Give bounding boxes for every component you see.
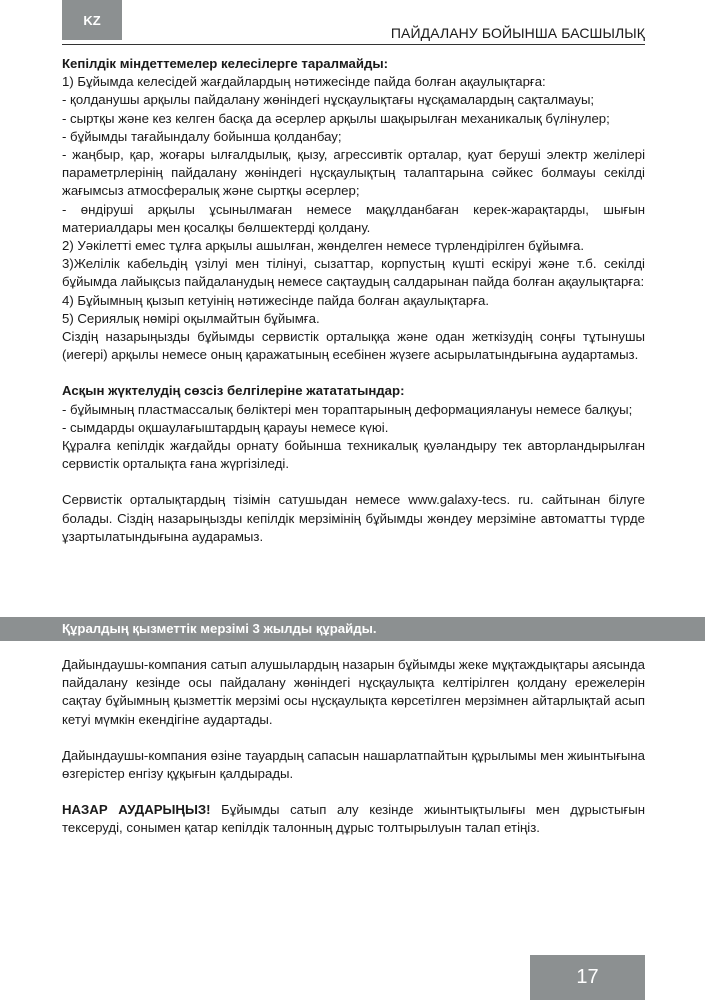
overload-item: - бұйымның пластмассалық бөліктері мен тораптарының деформациялануы немесе балқуы; — [62, 401, 633, 417]
warranty-item: - бұйымды тағайындалу бойынша қолданбау; — [62, 128, 342, 144]
warranty-item: - өндіруші арқылы ұсынылмаған немесе мақұлданбаған керек-жарақтарды, шығын материалдары мен қосалқы бөлшектерді қолдану. — [62, 201, 645, 235]
warranty-exclusions-heading: Кепілдік міндеттемелер келесілерге таралмайды: — [62, 56, 389, 71]
warranty-item: - жаңбыр, қар, жоғары ылғалдылық, қызу, агрессивтік орталар, қуат беруші электр желілері параметрлерінің пайдалану жөніндегі нұсқаулықтың талаптарына сәйкес болмауы секілді жағымсыз атмосфералық және сыртқы әсерлер; — [62, 147, 645, 199]
modifications-paragraph: Дайындаушы-компания өзіне тауардың сапасын нашарлатпайтын құрылымы мен жиынтығына өзгерістер енгізу құқығын қалдырады. — [62, 747, 645, 782]
language-tab: KZ — [62, 0, 122, 40]
page-content — [62, 55, 645, 546]
overload-signs-heading: Асқын жүктелудің сөзсіз белгілеріне жатататындар: — [62, 383, 405, 399]
overload-note: Құралға кепілдік жағдайды орнату бойынша техникалық қуәландыру тек авторландырылған сервистік орталықта ғана жүргізіледі. — [62, 438, 645, 472]
warranty-item: 4) Бұйымның қызып кетуінің нәтижесінде пайда болған ақаулықтарға. — [62, 292, 490, 308]
page-number: 17 — [530, 955, 645, 1000]
warranty-item: 3)Желілік кабельдің үзілуі мен тілінуі, сызаттар, корпустың күшті ескіруі және т.б. секілді бұйымда лайықсыз пайдаланудың немесе сақтаудың салдарынан пайда болған ақаулықтарға: — [62, 256, 645, 290]
warranty-note: Сіздің назарыңызды бұйымды сервистік орталыққа және одан жеткізудің соңғы тұтынушы (иегері) арқылы немесе оның қаражатының есебінен жүзеге асырылатындығына аудартамыз. — [62, 329, 645, 363]
warranty-item: 1) Бұйымда келесідей жағдайлардың нәтижесінде пайда болған ақаулықтарға: — [62, 74, 546, 90]
attention-text: Бұйымды сатып алу кезінде жиынтықтылығы мен дұрыстығын тексеруді, сонымен қатар кепілдік талонның дұрыс толтырылуын талап етіңіз. — [62, 802, 645, 836]
attention-label: НАЗАР АУДАРЫҢЫЗ! — [62, 802, 211, 818]
service-life-paragraph: Дайындаушы-компания сатып алушылардың назарын бұйымды жеке мұқтаждықтары аясында пайдалану кезінде осы пайдалану жөніндегі нұсқаулықта келтірілген қолдану ережелерін сақтау бұйымның қызметтік мерзімі осы нұсқаулықта көрсетілген мерзімнен айтарлықтай асып кетуі мүмкін екендігіне аудартады. — [62, 657, 645, 727]
warranty-item: 5) Сериялық нөмірі оқылмайтын бұйымға. — [62, 310, 320, 326]
header-divider — [62, 44, 645, 45]
service-centers-paragraph: Сервистік орталықтардың тізімін сатушыдан немесе www.galaxy-tecs. ru. сайтынан білуге болады. Сіздің назарыңызды кепілдік мерзімінің бұйымды жөндеу мерзіміне автоматты түрде ұзартылатындығына аударамыз. — [62, 492, 645, 544]
warranty-item: - қолданушы арқылы пайдалану жөніндегі нұсқаулықтағы нұсқамалардың сақталмауы; — [62, 92, 595, 108]
overload-item: - сымдарды оқшаулағыштардың қарауы немесе күюі. — [62, 419, 389, 435]
warranty-item: - сыртқы және кез келген басқа да әсерлер арқылы шақырылған механикалық бүлінулер; — [62, 110, 610, 126]
warranty-item: 2) Уәкілетті емес тұлға арқылы ашылған, жөнделген немесе түрлендірілген бұйымға. — [62, 238, 585, 254]
page-header-title: ПАЙДАЛАНУ БОЙЫНША БАСШЫЛЫҚ — [390, 25, 645, 41]
service-life-band: Құралдың қызметтік мерзімі 3 жылды құрайды. — [0, 617, 705, 641]
service-life-content — [62, 656, 645, 838]
attention-paragraph — [62, 801, 645, 837]
